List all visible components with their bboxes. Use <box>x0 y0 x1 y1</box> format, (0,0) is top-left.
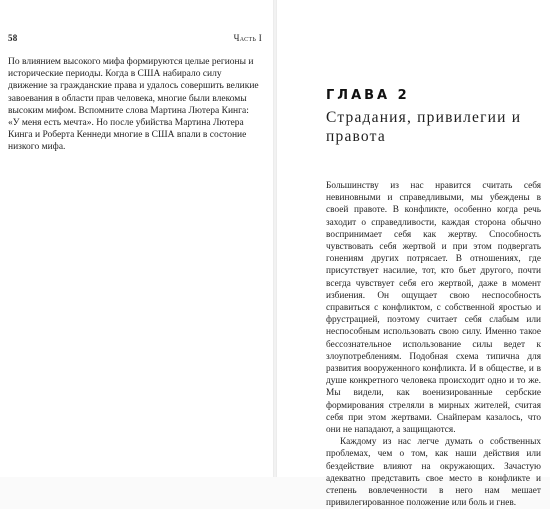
body-paragraph-2: Каждому из нас легче думать о собственных проблемах, чем о том, как наши действия или бездействие влияют на окружающих. Зачастую адекватно представить свое место в конфликте и степень вовлеченности в него нам мешает привилегированное положение или боль и гнев. <box>326 437 541 509</box>
left-page <box>0 0 273 477</box>
running-title: Часть I <box>233 33 262 43</box>
page-number: 58 <box>8 33 18 43</box>
chapter-label: ГЛАВА 2 <box>326 88 410 103</box>
body-paragraph-1: Большинству из нас нравится считать себя невиновными и справедливыми, мы убеждены в своей правоте. В конфликте, особенно когда речь заходит о справедливости, каждая сторона обычно воспринимает себя как жертву. Способность чувствовать себя жертвой и при этом подвергать гонениям других потрясает. В отношениях, где присутствует насилие, тот, кто бьет другого, почти всегда чувствует себя его жертвой, даже в момент избиения. Он ощущает свою неспособность справиться с конфликтом, с собственной яростью и фрустрацией, поэтому считает себя слабым или неспособным использовать свою силу. Именно такое бессознательное использование силы ведет к злоупотреблениям. Подобная схема типична для развития вооруженного конфликта. И в обществе, и в душе конкретного человека происходит одно и то же. Мы видели, как военизированные сербские формирования стреляли в мирных жителей, считая себя при этом жертвами. Снайперам казалось, что они не нападают, а защищаются. <box>326 181 541 436</box>
body-paragraph: По влиянием высокого мифа формируются целые регионы и исторические периоды. Когда в США набирало силу движение за гражданские права и удалось совершить великие завоевания в области прав человека, многие были влекомы высоким мифом. Вспомните слова Мартина Лютера Кинга: «У меня есть мечта». Но после убийства Мартина Лютера Кинга и Роберта Кеннеди многие в США впали в состоние низкого мифа. <box>8 57 259 153</box>
chapter-body <box>326 180 541 509</box>
chapter-title: Страдания, привилегии и правота <box>326 109 522 145</box>
